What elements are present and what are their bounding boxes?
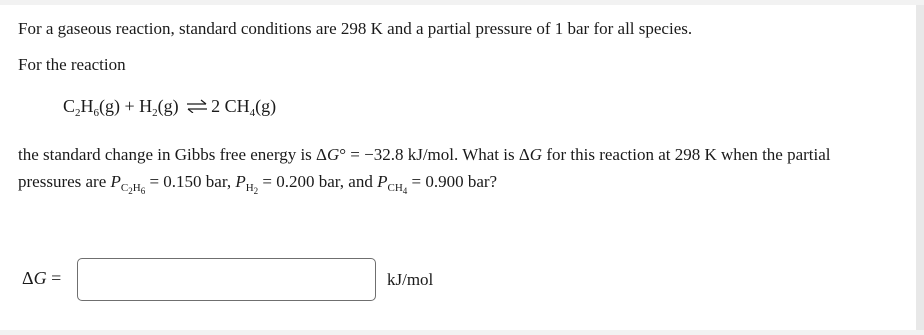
question-gibbs-line: the standard change in Gibbs free energy is ΔG° = −32.8 kJ/mol. What is ΔG for this reaction at 298 K when the partial: [18, 145, 831, 164]
reactant-h2: $H_2$: [139, 96, 158, 119]
question-pressures-line: pressures are $P_{C_2H_6} = 0.150$ bar, $P_{H_2} = 0.200$ bar, and $P_{CH_4} = 0.900$ bar?: [18, 172, 498, 196]
answer-label: ΔG =: [22, 268, 62, 288]
reaction-equation: [63, 96, 276, 117]
scrollbar-track[interactable]: [916, 5, 924, 330]
question-intro: For a gaseous reaction, standard conditions are 298 K and a partial pressure of 1 bar for all species.: [18, 19, 693, 38]
answer-unit-label: kJ/mol: [387, 270, 434, 289]
product-ch4: 2 $CH_4$: [211, 96, 256, 119]
equilibrium-arrows-icon: [186, 99, 208, 113]
product-ch4-state: (g): [255, 96, 277, 116]
reactant-c2h6-state: (g) +: [99, 96, 140, 116]
delta-g-answer-input[interactable]: [77, 258, 376, 301]
question-card: [0, 5, 916, 330]
question-for-reaction: For the reaction: [18, 55, 126, 74]
reactant-h2-state: (g): [157, 96, 179, 116]
reactant-c2h6: $C_2H_6$: [63, 96, 100, 119]
